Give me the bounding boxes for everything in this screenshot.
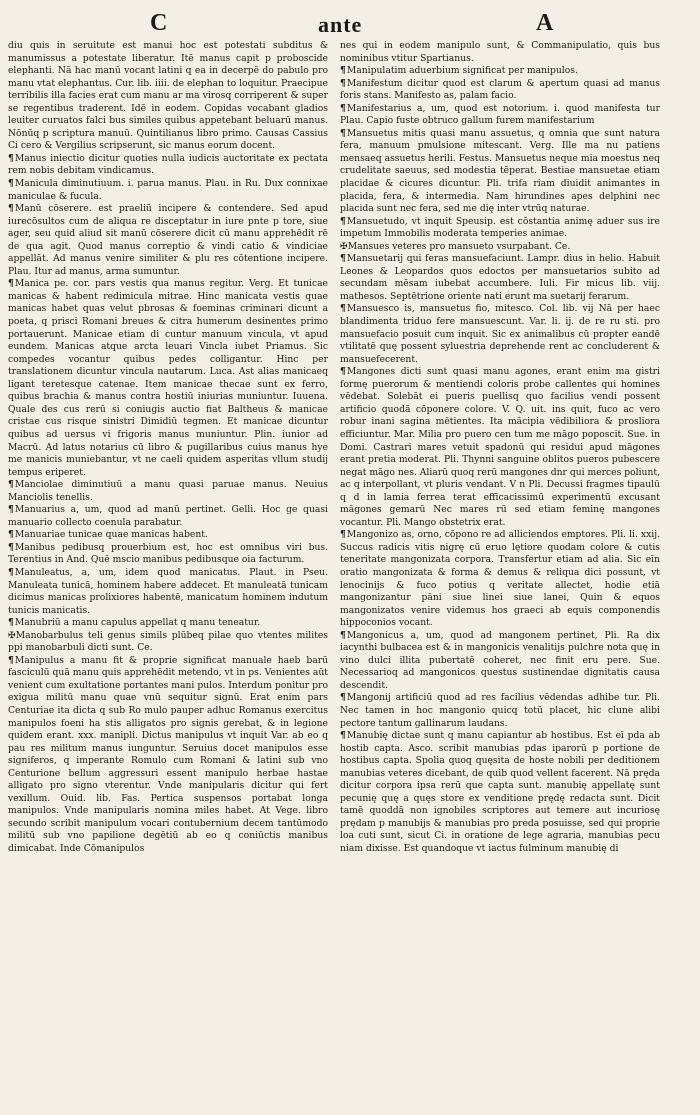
dictionary-entry: ¶ Mangonizo as, orno, cōpono re ad alliciendos emptores. Pli. li. xxij. Succus radicis vitis nigrę cū eruo lętiore quodam colore & cutis teneritate mangonizata corpora. Transfertur etiam ad alia. Sic eīn oratio mangonizata & forma & demus & reliqua dici possunt, vt lenocinijs & fuco potius q veritate allectet, hodie etiā mangonizantur pāni siue linei siue lanei, Quin & equos mangonizatos venire videmus hos graeci ab equis componendis hippoconios vocant.: [340, 529, 660, 629]
dictionary-entry: ✠Mansues veteres pro mansueto vsurpabant. Ce.: [340, 240, 571, 252]
dictionary-entry: ¶ Manipulatim aduerbium significat per manipulos.: [340, 65, 660, 78]
dictionary-entry: ¶ Manuleatus, a, um, idem quod manicatus. Plaut. in Pseu. Manuleata tunicā, hominem habere addecet. Et manuleatā tunicam dicimus manicas prolixiores habentē, manicatum hominem indutum tunicis manicatis.: [8, 567, 328, 617]
signature-mark-left: C: [150, 10, 169, 36]
dictionary-entry: ¶ Manicula diminutiuum. i. parua manus. Plau. in Ru. Dux connixae maniculae & fucula.: [8, 178, 328, 203]
dictionary-entry: ¶ Manica pe. cor. pars vestis qua manus regitur. Verg. Et tunicae manicas & habent redimicula mitrae. Hinc manicata vestis quae manicas habet quas velut pbrosas & foeminas criminari dicunt a poeta, q prisci Romani breues & citra humerum desinentes primo portauerunt. Manicae etiam di cuntur manuum vincula, vt apud eundem. Manicas atque arcta leuari Vincla iubet Priamus. Sic compedes vocantur quibus pedes colligantur. Hinc per translationem dicuntur vincula nautarum. Luca. Ast alias manicaeq ligant teretesque catenae. Item manicae thecae sunt ex ferro, quibus brachia & manus contra hostiū iniurias muniuntur. Iuuena. Quale des cus rerū si coniugis auctio fiat Baltheus & manicae cristae cus risque sinistri Dimidiū tegmen. Et manicae dicuntur quibus ad uersus vi frigoris manus muniuntur. Plin. iunior ad Macrū. Ad latus notarius cū libro & pugillaribus cuius manus hye me manicis muniebantur, vt ne caeli quidem asperitas vllum studij tempus eriperet.: [8, 278, 328, 479]
dictionary-entry: ¶ Manibus pedibusq prouerbium est, hoc est omnibus viri bus. Terentius in And. Quē mscio manibus pedibusque oia facturum.: [8, 542, 328, 567]
right-text-column: [340, 40, 660, 856]
dictionary-entry: ¶ Manifestarius a, um, quod est notorium. i. quod manifesta tur Plau. Capio fuste obtruco gallum furem manifestarium: [340, 103, 660, 128]
dictionary-entry: ¶ Manipulus a manu fit & proprie significat manuale haeb barū fasciculū quā manu quis apprehēdit metendo, vt in ps. Venientes aūt venient cum exultatione portantes mani pulos. Interdum ponitur pro exigua militū manu quae vnū sequitur signū. Erat enim pars Centuriae ita dicta q sub Ro mulo pauper adhuc Romanus exercitus manipulos foeni ha stis alligatos pro signis gerebat, & in legione quidem erant. xxx. manipli. Dictus manipulus vt inquit Var. ab eo q pau res militum manus iunguntur. Seruius docet manipulos esse signiferos, q imperante Romulo cum Romani & latini sub vno Centurione bellum aggressuri essent manipulo herbae hastae alligato pro signo vterentur. Vnde manipularis dicitur qui fert vexillum. Ouid. lib. Fas. Pertica suspensos portabat longa manipulos. Vnde manipularis nomina miles habet. At Vege. libro secundo scribit manipulum vocari contubernium decem tantūmodo militū sub vno papilione degētiū ab eo q coniūctis manibus dimicabat. Inde Cōmanipulos: [8, 655, 328, 856]
dictionary-entry: ¶ Manuarius a, um, quod ad manū pertinet. Gelli. Hoc ge quasi manuario collecto coenula parabatur.: [8, 504, 328, 529]
dictionary-entry: ¶ Mansuetus mitis quasi manu assuetus, q omnia que sunt natura fera, manuum pmulsione mitescant. Verg. Ille ma nu patiens mensaeq assuetus herili. Festus. Mansuetus neque mia moestus neq crudelitate saeuus, sed modestia tēperat. Bestiae mansuetae etiam placidae & cicures dicuntur. Pli. trifa riam diuidit animantes in placida, fera, & intermedia. Nam hirundines apes delphini nec placida sunt nec fera, sed me dię inter vtrūq naturae.: [340, 128, 660, 216]
dictionary-entry: ¶ Manciolae diminutiuū a manu quasi paruae manus. Neuius Manciolis tenellis.: [8, 479, 328, 504]
dictionary-entry: ¶ Manifestum dicitur quod est clarum & apertum quasi ad manus foris stans. Manifesto as, palam facio.: [340, 78, 660, 103]
left-text-column: [8, 40, 328, 856]
dictionary-entry: ¶ Mangones dicti sunt quasi manu agones, erant enim ma gistri formę puerorum & mentiendi coloris probe callentes qui homines vēdebat. Solebāt ei pueris puellisq quo facilius vendi possent artificio quodā cōponere colore. V. Q. uit. ins quit, fuco ac vero robur inani sagina mētientes. Ita mācipia vēdibiliora & prosliora efficiuntur. Mar. Milia pro puero cen tum me māgo poposcit. Sue. in Domi. Castrari mares vetuit spadonū qui residui apud māgones erant pretia moderat. Pli. Thynni sanguine oblitos pueros pubescere negat māgo nes. Aliarū quoq rerū mangones dnr qui merces poliunt, ac q interpollant, vt pluris vendant. V n Pli. Decussi fragmes tipaulū q d in lamia ferrea terat efficacissimū experimentū excusant māgones gemarū Nec mares rū sed etiam feminę mangones vocantur. Pli. Mango obstetrix erat.: [340, 366, 660, 529]
dictionary-entry: ¶ Manus iniectio dicitur quoties nulla iudicis auctoritate ex pectata rem nobis debitam vindicamus.: [8, 153, 328, 178]
dictionary-entry: ¶ Manū cōserere. est praeliū incipere & contendere. Sed apud iurecōsultos cum de aliqua re disceptatur in iure pnte p tore, siue ager, seu quid aliud sit manū cōserere dicit cū manu apprehēdit rē de qua agit. Quod manus correptio & vindi catio & vindiciae appellāt. Ad manus venire similiter & plu res cōtentione incipere. Plau. Itur ad manus, arma sumuntur.: [8, 203, 328, 278]
dictionary-entry: ¶ Mansuetudo, vt inquit Speusip. est cōstantia animę aduer sus ire impetum Immobilis moderata temperies animae.: [340, 216, 660, 241]
signature-mark-right: A: [536, 10, 554, 36]
running-title: ante: [318, 12, 363, 37]
dictionary-entry: ¶ Manubię dictae sunt q manu capiantur ab hostibus. Est eī pda ab hostib capta. Asco. scribit manubias pdas iparorū p portione de hostibus capta. Spolia quoq quęsita de hoste nobili per deditionem manubias veteres dicebant, de quib quod vellent facerent. Nā pręda dicitur corpora ipsa rerū que capta sunt. manubię appellatę sunt pecunię quę a quęs store ex venditione prędę redacta sunt. Dicit tamē quoddā non ignobiles scriptores aut temere aut incuriosę prędam p manubijs & manubias pro preda posuisse, sed qui proprie loa cuti sunt, sicut Ci. in oratione de lege agraria, manubias pecu niam dixisse. Est quandoque vt iactus fulminum manubię di: [340, 730, 660, 855]
continued-text: nes qui in eodem manipulo sunt, & Commanipulatio, quis bus nominibus vtitur Spartianus.: [340, 40, 660, 64]
dictionary-entry: ✠Manobarbulus teli genus simils plūbeq pilae quo vtentes milites ppi manobarbuli dicti sunt. Ce.: [8, 629, 328, 654]
dictionary-entry: ¶ Mansuesco is, mansuetus fio, mitesco. Col. lib. vij Nā per haec blandimenta triduo fere mansuescunt. Var. li. ij. de re ru sti. pro mansuefacio posuit cum inquit. Sic ex animalibus cū propter eandē vtilitatē quę possent syluestria deprehende rent ac concluderent & mansuefecerent.: [340, 303, 660, 366]
dictionary-entry: ¶ Mangonicus a, um, quod ad mangonem pertinet, Pli. Ra dix iacynthi bulbacea est & in mangonicis venalitijs pulchre nota quę in vino dulci illita pubertatē coheret, nec finit eru pere. Sue. Necessarioq ad mangonicos questus sustinendae dignitatis causa descendit.: [340, 630, 660, 693]
dictionary-entry: ¶ Mangonij artificiū quod ad res facilius vēdendas adhibe tur. Pli. Nec tamen in hoc mangonio quicq totū placet, hic clune alibi pectore tantum gallinarum laudans.: [340, 692, 660, 730]
continued-text: diu quis in seruitute est manui hoc est potestati subditus & manumissus a potestate liberatur. Itē manus capit p proboscide elephanti. Nā hac manū vocant latini q ea in decerpē do pabulo pro manu vtat elephantus. Cur. lib. iiii. de elephan to loquitur. Praecipue terribilis illa facies erat cum manu ar ma virosq corriperent & super se regentibus traderent. Idē in eodem. Copidas vocabant gladios leuiter curuatos falci bus similes quibus appetebant beluarū manus. Nōnūq p scriptura manuū. Quintilianus libro primo. Causas Cassius Ci cero & Vergilius scripserunt, sic manus eorum docent.: [8, 40, 328, 152]
dictionary-entry: ¶ Manubriū a manu capulus appellat q manu teneatur.: [8, 617, 328, 630]
page-header: [0, 6, 700, 42]
dictionary-entry: ¶ Mansuetarij qui feras mansuefaciunt. Lampr. dius in helio. Habuit Leones & Leopardos quos edoctos per mansuetarios subito ad secundam mēsam iubebat accumbere. Iuli. Fir micus lib. viij. mathesos. Septētrione oriente nati erunt ma suetarij ferarum.: [340, 253, 660, 303]
dictionary-entry: ¶ Manuariae tunicae quae manicas habent.: [8, 529, 328, 542]
